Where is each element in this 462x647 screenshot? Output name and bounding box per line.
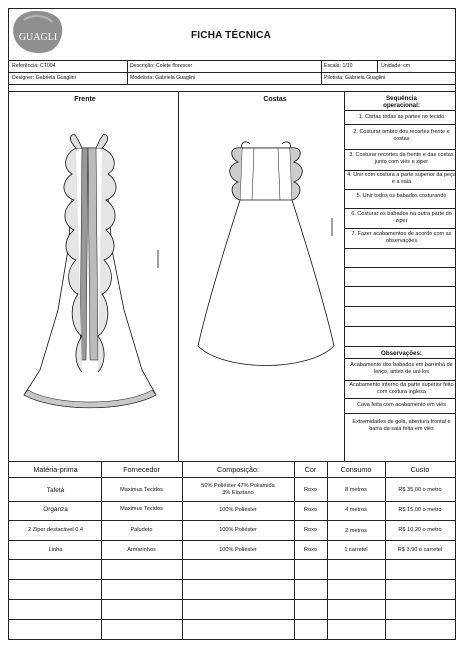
logo-text: GUAGLI (18, 32, 58, 43)
row3-composicao: 100% Poliéster (219, 527, 257, 533)
front-dress-drawing (24, 140, 156, 415)
sequence-step-3: 3. Costurar recortes da frente e das costas junto com viés e ziper (349, 152, 454, 165)
row2-cor: Roxo (303, 507, 318, 513)
row1-fornecedor: Maximus Tecidos (120, 487, 163, 493)
divider (377, 60, 378, 72)
divider (344, 170, 456, 171)
observation-1: Acabamento dos babados em barrinha de lenço, antes de uni-los (350, 362, 453, 375)
divider (344, 380, 456, 381)
divider (344, 149, 456, 150)
row2-composicao: 100% Poliéster (219, 507, 257, 513)
row1-custo: R$ 35,00 o metro (398, 487, 442, 493)
divider (8, 540, 456, 541)
row2-custo: R$ 15,00 o metro (398, 507, 442, 513)
divider (344, 306, 456, 307)
sequence-step-6: 6. Costurar os babados na outra parte do ziper (351, 211, 452, 224)
divider (344, 110, 456, 111)
divider (321, 60, 322, 84)
divider (344, 286, 456, 287)
front-view-label: Frente (74, 96, 96, 103)
divider (344, 228, 456, 229)
divider (344, 248, 456, 249)
divider (8, 559, 456, 560)
row4-fornecedor: Armarinhos (127, 547, 156, 553)
divider (344, 189, 456, 190)
divider (8, 599, 456, 600)
row3-custo: R$ 10,20 o metro (398, 527, 442, 533)
divider (8, 91, 456, 92)
divider (8, 501, 456, 502)
observation-4: Extremidades de gola, abertura frontal e barra da saia feita em viés (352, 419, 451, 432)
row3-fornecedor: Paludeto (130, 527, 153, 533)
unit-field: Unidade: cm (381, 63, 411, 69)
row4-custo: R$ 3,90 o carretel (397, 547, 443, 553)
divider (344, 346, 456, 347)
row3-materia: 2 Ziper destacável 0.4 (27, 527, 84, 533)
sequence-step-4: 4. Unir com costura a parte superior da peça e a saia (347, 172, 456, 185)
sequence-step-2: 2. Costurar ombro dos recortes frente e costas (353, 129, 450, 142)
row1-consumo: 8 metros (345, 487, 367, 493)
divider (344, 124, 456, 125)
row1-composicao-line2: 3% Elastano (222, 489, 254, 496)
divider (8, 477, 456, 478)
divider (178, 91, 179, 461)
row1-cor: Roxo (303, 487, 318, 493)
divider (8, 461, 456, 462)
scale-field: Escala: 1/10 (324, 63, 353, 69)
divider (8, 579, 456, 580)
description-field: Descrição: Colete florescer (130, 63, 193, 69)
observation-3: Cava feita com acabamento em viés (357, 402, 446, 408)
row4-cor: Roxo (303, 547, 318, 553)
row4-composicao: 100% Poliéster (219, 547, 257, 553)
row1-materia: Tafetá (46, 487, 65, 494)
divider (344, 208, 456, 209)
col-header-fornecedor: Fornecedor (123, 465, 160, 474)
col-header-materia: Matéria-prima (33, 465, 78, 474)
divider (8, 72, 456, 73)
divider (344, 326, 456, 327)
divider (8, 520, 456, 521)
col-header-custo: Custo (410, 465, 430, 474)
page-title: FICHA TÉCNICA (190, 30, 271, 41)
sequence-title (346, 95, 457, 109)
row2-consumo: 4 metros (345, 507, 367, 513)
observation-2: Acabamento interno da parte superior feito com costura inglesa (349, 382, 454, 395)
sequence-step-5: 5. Unir todos os babados costurando (356, 193, 447, 199)
back-view-label: Costas (263, 96, 287, 103)
col-header-cor: Cor (304, 465, 317, 474)
pilotist-field: Pilotista: Gabriela Guaglini (324, 75, 386, 81)
modelist-field: Modelista: Gabriela Guaglini (130, 75, 196, 81)
row1-composicao-line1: 50% Poliéster 47% Poliamida (201, 483, 275, 489)
sequence-title-line1: Sequência (386, 95, 417, 102)
designer-field: Designer: Gabriela Guaglini (12, 75, 76, 81)
sequence-step-7: 7. Fazer acabamentos de acordo com as observações (351, 231, 452, 244)
row3-consumo: 2 metros (345, 528, 367, 534)
row4-materia: Linha (48, 547, 63, 553)
reference-field: Referência: CT004 (12, 63, 56, 69)
sequence-step-1: 1. Cortas todas as partes no tecido (358, 114, 445, 120)
divider (8, 619, 456, 620)
divider (344, 413, 456, 414)
divider (344, 358, 456, 359)
sequence-title-line2: operacional: (383, 102, 420, 109)
divider (127, 60, 128, 84)
divider (344, 91, 345, 461)
col-header-consumo: Consumo (340, 465, 372, 474)
back-dress-drawing (198, 140, 334, 375)
row4-consumo: 1 carretel (344, 547, 368, 553)
row2-materia: Organza (43, 506, 68, 513)
col-header-composicao: Composição: (217, 465, 259, 474)
observations-title: Observações: (381, 350, 422, 357)
divider (8, 84, 456, 85)
divider (344, 267, 456, 268)
divider (344, 398, 456, 399)
row3-cor: Roxo (303, 527, 318, 533)
row1-composicao (182, 483, 294, 496)
row2-fornecedor: Maximus Tecidos (120, 506, 163, 512)
divider (8, 60, 456, 61)
